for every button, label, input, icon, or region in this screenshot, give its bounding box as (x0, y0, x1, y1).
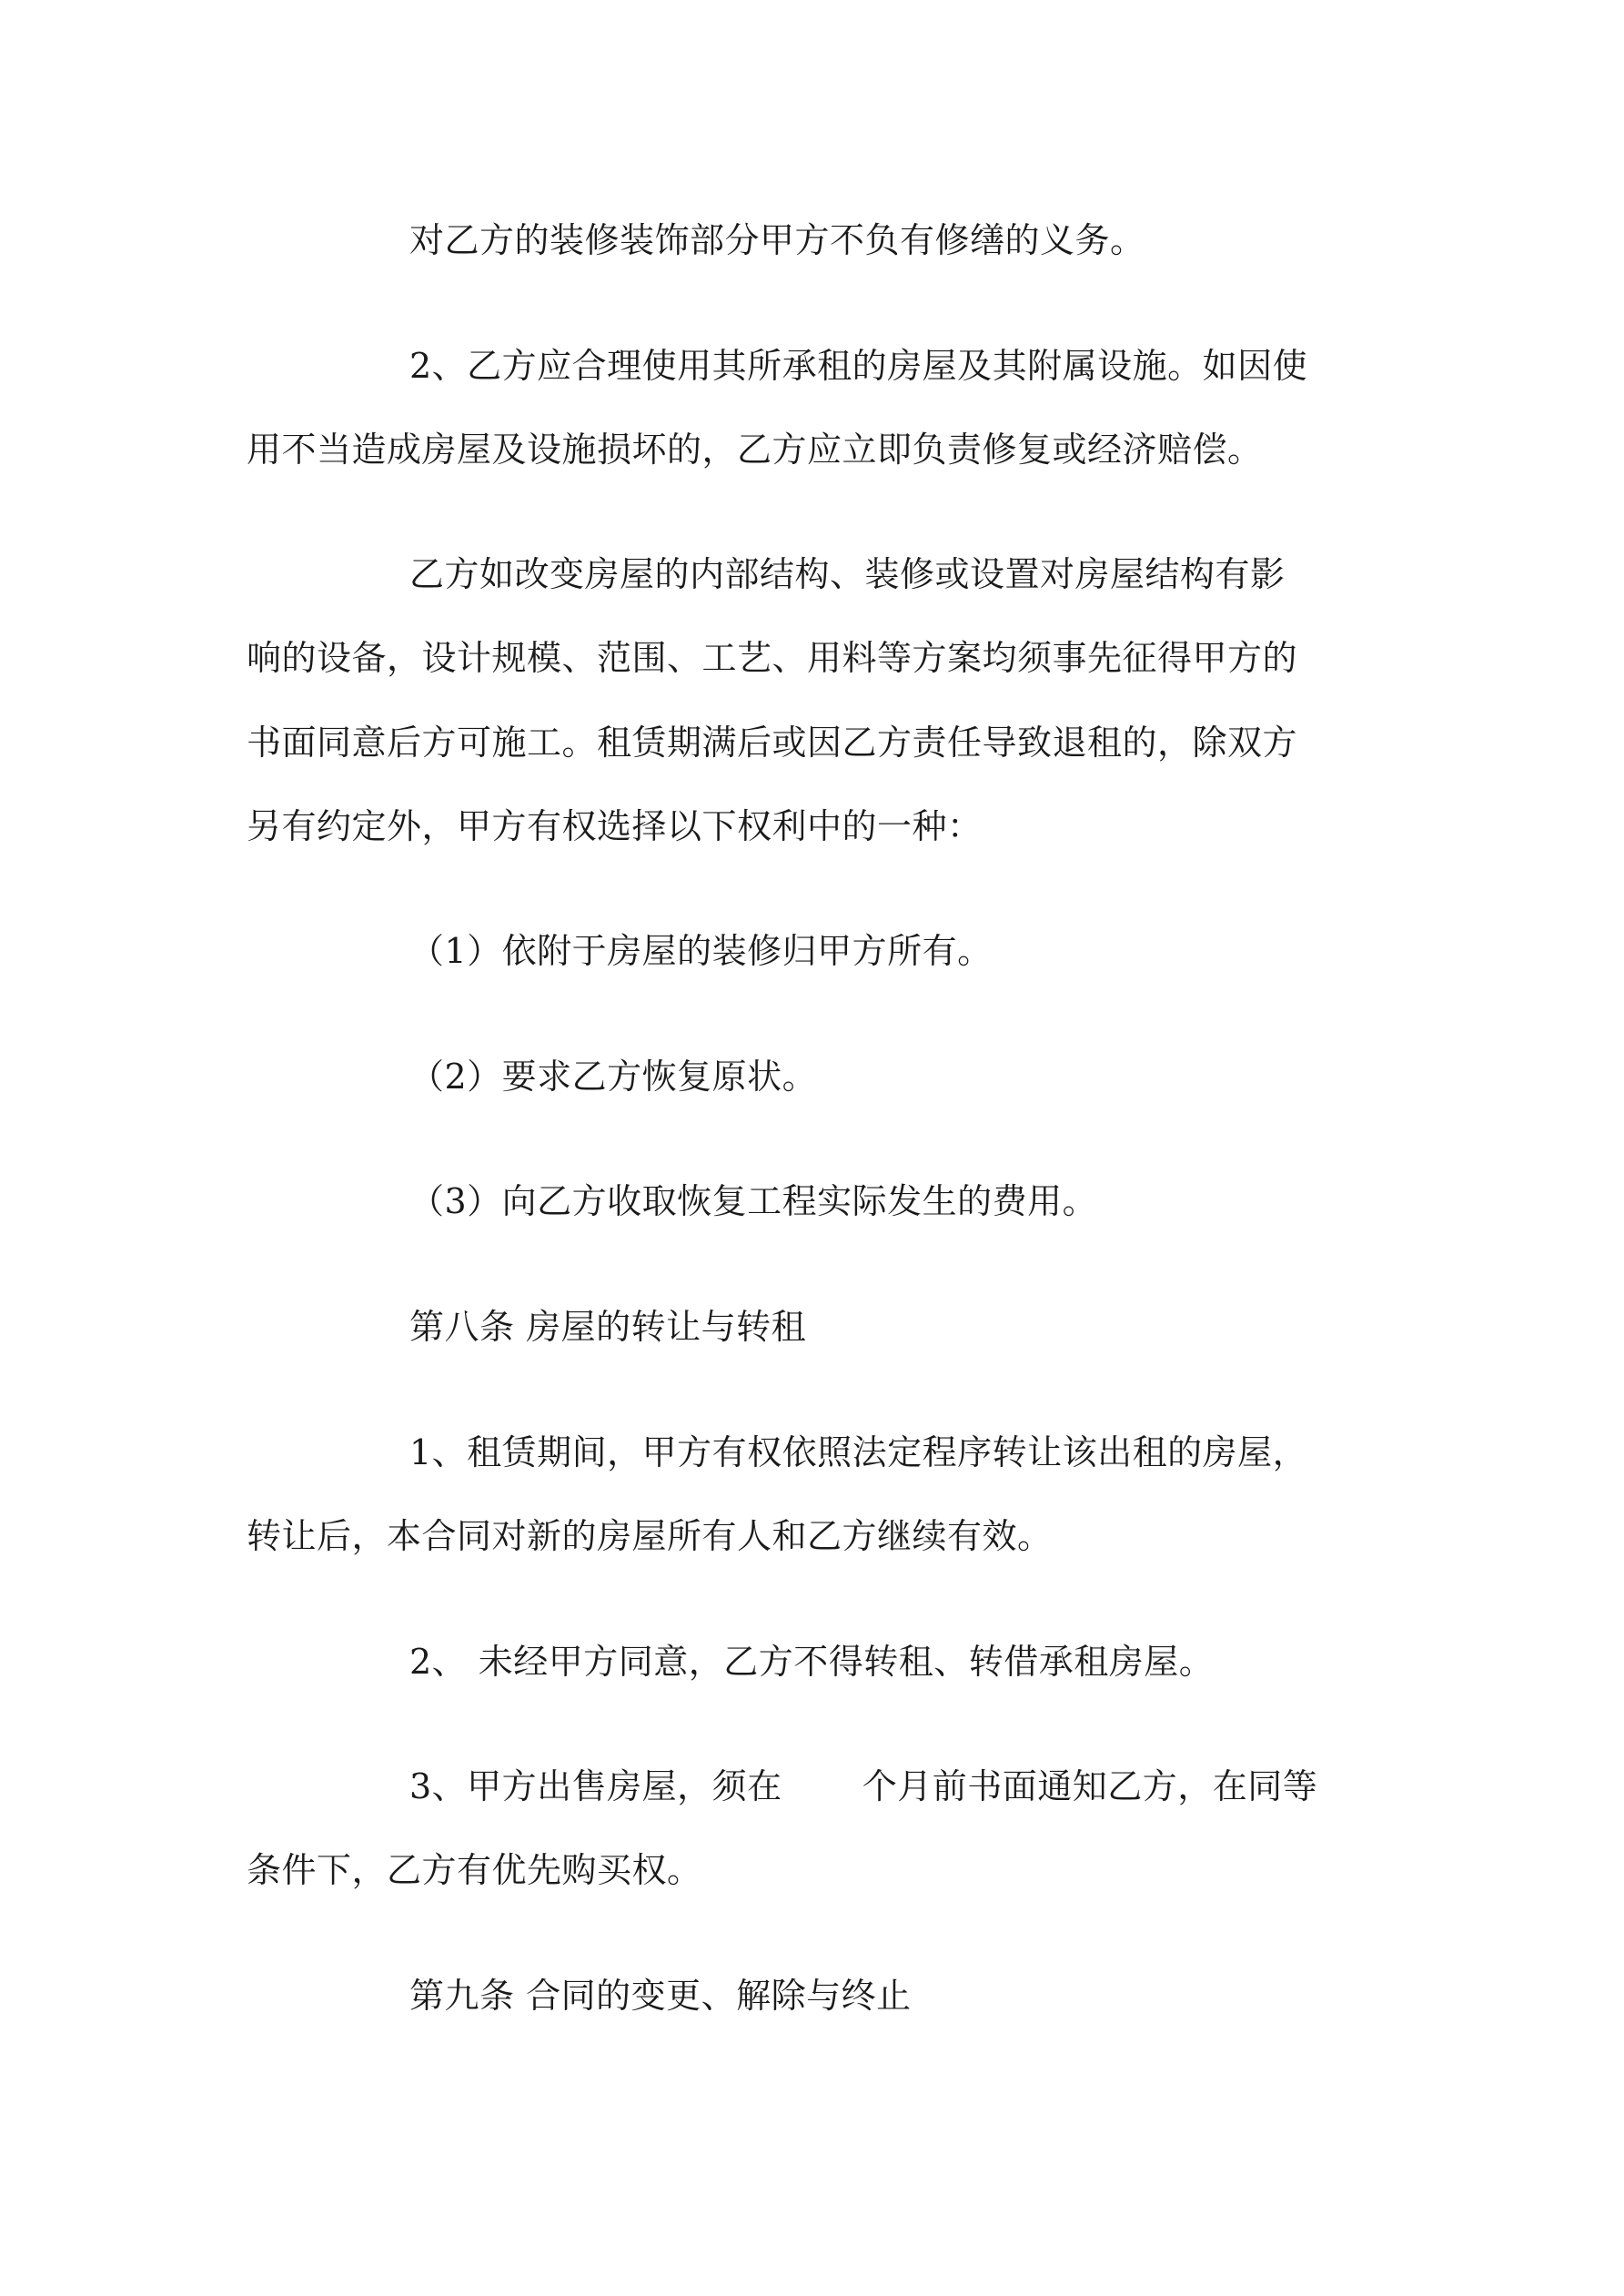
paragraph-line: 书面同意后方可施工。租赁期满后或因乙方责任导致退租的，除双方 (247, 723, 1298, 763)
section-heading: 第八条 房屋的转让与转租 (409, 1307, 807, 1347)
paragraph-line: 转让后，本合同对新的房屋所有人和乙方继续有效。 (247, 1516, 1053, 1556)
paragraph-line: 2、乙方应合理使用其所承租的房屋及其附属设施。如因使 (409, 346, 1308, 386)
line-segment-before-blank: 3、甲方出售房屋，须在 (409, 1766, 782, 1806)
paragraph-line: 1、租赁期间，甲方有权依照法定程序转让该出租的房屋， (409, 1432, 1308, 1472)
paragraph-line: 用不当造成房屋及设施损坏的，乙方应立即负责修复或经济赔偿。 (247, 430, 1263, 470)
paragraph-line (409, 1765, 1317, 1808)
line-segment-after-blank: 个月前书面通知乙方，在同等 (862, 1766, 1318, 1806)
list-item: （2）要求乙方恢复原状。 (409, 1057, 818, 1097)
list-item: （3）向乙方收取恢复工程实际发生的费用。 (409, 1181, 1098, 1221)
paragraph-line: 乙方如改变房屋的内部结构、装修或设置对房屋结构有影 (409, 554, 1286, 594)
paragraph-line: 2、 未经甲方同意，乙方不得转租、转借承租房屋。 (409, 1642, 1215, 1682)
section-heading: 第九条 合同的变更、解除与终止 (409, 1976, 912, 2016)
paragraph-line: 对乙方的装修装饰部分甲方不负有修缮的义务。 (409, 220, 1145, 260)
paragraph-line: 响的设备，设计规模、范围、工艺、用料等方案均须事先征得甲方的 (247, 638, 1298, 678)
list-item: （1）依附于房屋的装修归甲方所有。 (409, 931, 993, 971)
paragraph-line: 条件下，乙方有优先购买权。 (247, 1850, 702, 1890)
paragraph-line: 另有约定外，甲方有权选择以下权利中的一种： (247, 806, 983, 846)
